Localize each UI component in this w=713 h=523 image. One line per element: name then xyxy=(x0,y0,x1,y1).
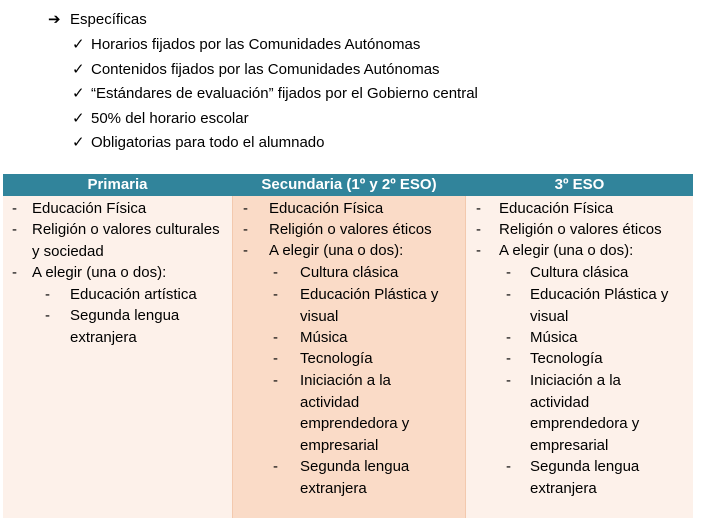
secundaria-subitem: Educación Plástica y visual xyxy=(300,286,439,325)
dash-marker: - xyxy=(273,264,278,281)
dash-marker: - xyxy=(273,350,278,367)
dash-marker: - xyxy=(506,329,511,346)
checkmark-icon: ✓ xyxy=(72,36,85,53)
bullet-text: “Estándares de evaluación” fijados por el Gobierno central xyxy=(91,85,478,102)
dash-marker: - xyxy=(12,221,17,238)
checkmark-icon: ✓ xyxy=(72,134,85,151)
secundaria-item: A elegir (una o dos): xyxy=(269,242,404,259)
dash-marker: - xyxy=(273,458,278,475)
eso3-subitem: Educación Plástica y visual xyxy=(530,286,669,325)
bullet-text: Obligatorias para todo el alumnado xyxy=(91,134,325,151)
dash-marker: - xyxy=(273,286,278,303)
secundaria-item: Educación Física xyxy=(269,200,384,217)
eso3-subitem: Tecnología xyxy=(530,350,603,367)
primaria-item: Religión o valores culturales y sociedad xyxy=(32,221,220,260)
dash-marker: - xyxy=(243,221,248,238)
bullet-text: Contenidos fijados por las Comunidades Autónomas xyxy=(91,61,440,78)
dash-marker: - xyxy=(506,372,511,389)
eso3-subitem: Música xyxy=(530,329,578,346)
arrow-right-icon: ➔ xyxy=(48,11,61,28)
dash-marker: - xyxy=(506,350,511,367)
eso3-item: Educación Física xyxy=(499,200,614,217)
eso3-subitem: Cultura clásica xyxy=(530,264,629,281)
eso3-subitem: Iniciación a la actividad emprendedora y empresarial xyxy=(530,372,640,454)
dash-marker: - xyxy=(506,458,511,475)
checkmark-icon: ✓ xyxy=(72,61,85,78)
primaria-subitem: Segunda lengua extranjera xyxy=(70,307,180,346)
header-3eso: 3º ESO xyxy=(554,176,605,193)
dash-marker: - xyxy=(506,286,511,303)
table-header xyxy=(3,174,693,196)
heading-text: Específicas xyxy=(70,11,147,28)
dash-marker: - xyxy=(12,200,17,217)
checkmark-icon: ✓ xyxy=(72,110,85,127)
secundaria-item: Religión o valores éticos xyxy=(269,221,432,238)
secundaria-subitem: Música xyxy=(300,329,348,346)
eso3-item: Religión o valores éticos xyxy=(499,221,662,238)
primaria-subitem: Educación artística xyxy=(70,286,197,303)
dash-marker: - xyxy=(243,200,248,217)
dash-marker: - xyxy=(273,372,278,389)
secundaria-subitem: Segunda lengua extranjera xyxy=(300,458,410,497)
checkmark-icon: ✓ xyxy=(72,85,85,102)
dash-marker: - xyxy=(506,264,511,281)
header-primaria: Primaria xyxy=(87,176,148,193)
column-divider xyxy=(465,196,466,518)
secundaria-subitem: Iniciación a la actividad emprendedora y empresarial xyxy=(300,372,410,454)
secundaria-subitem: Cultura clásica xyxy=(300,264,399,281)
dash-marker: - xyxy=(243,242,248,259)
bullet-text: 50% del horario escolar xyxy=(91,110,249,127)
eso3-item: A elegir (una o dos): xyxy=(499,242,634,259)
column-divider xyxy=(232,196,233,518)
dash-marker: - xyxy=(476,242,481,259)
dash-marker: - xyxy=(12,264,17,281)
header-secundaria: Secundaria (1º y 2º ESO) xyxy=(261,176,437,193)
dash-marker: - xyxy=(476,200,481,217)
primaria-item: Educación Física xyxy=(32,200,147,217)
dash-marker: - xyxy=(45,307,50,324)
secundaria-subitem: Tecnología xyxy=(300,350,373,367)
dash-marker: - xyxy=(476,221,481,238)
dash-marker: - xyxy=(273,329,278,346)
eso3-subitem: Segunda lengua extranjera xyxy=(530,458,640,497)
dash-marker: - xyxy=(45,286,50,303)
primaria-item: A elegir (una o dos): xyxy=(32,264,167,281)
bullet-text: Horarios fijados por las Comunidades Autónomas xyxy=(91,36,421,53)
